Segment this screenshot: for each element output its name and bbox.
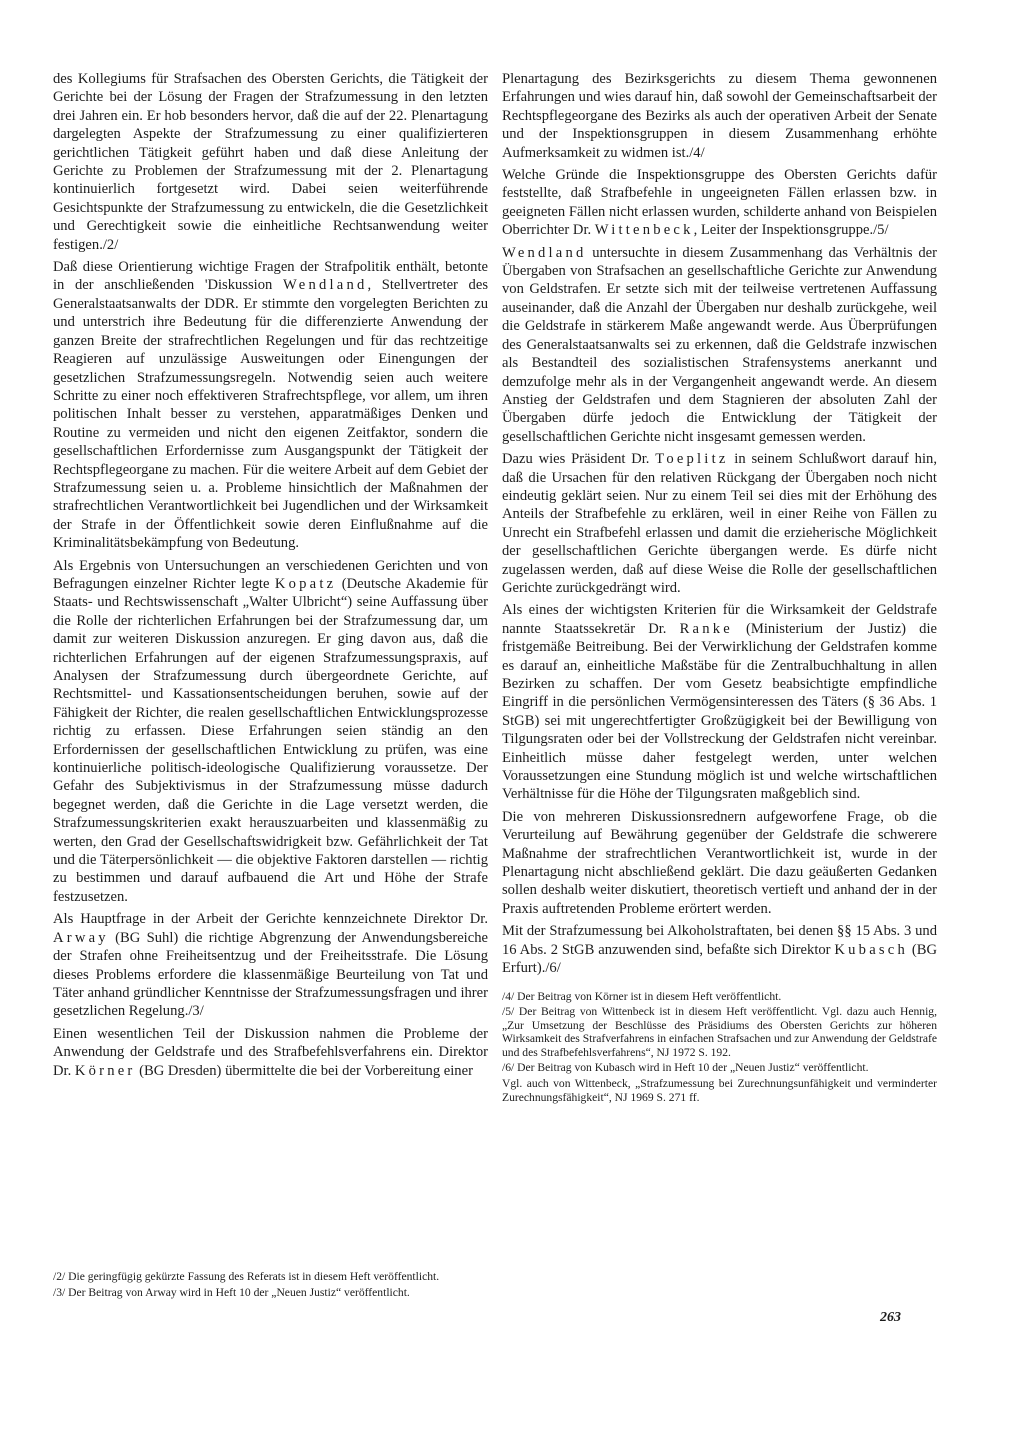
paragraph [53, 70, 488, 254]
paragraph [53, 557, 488, 907]
left-body [53, 70, 488, 1080]
right-body [502, 70, 937, 978]
text-run: Als Hauptfrage in der Arbeit der Gerichte kennzeichnete Direktor Dr. [53, 911, 488, 928]
left-column [53, 70, 489, 1299]
text-run: Als Ergebnis von Untersuchungen an verschiedenen Gerichten und von Befragungen einzelner Richter legte [53, 557, 488, 592]
paragraph [502, 244, 937, 446]
spaced-name: Wendland [282, 277, 368, 294]
spaced-name: Wittenbeck [594, 222, 694, 239]
text-run: Daß diese Orientierung wichtige Fragen der Strafpolitik enthält, betonte in der anschließenden 'Diskussion [53, 259, 488, 294]
spaced-name: Körner [74, 1062, 136, 1079]
text-run: untersuchte in diesem Zusammenhang das Verhältnis der Übergaben von Strafsachen an gesellschaftliche Gerichte zur Anwendung von Geldstrafen. Er setzte sich mit der teilweise vertretenen Auffassung auseinander, daß die Anzahl der Übergaben nur deshalb zurückgehe, weil die Geldstrafe in stärkerem Maße angewandt werde. Aus Überprüfungen des Generalstaatsanwalts sei zu erkennen, daß die Geldstrafe inzwischen als Bestandteil des sozialistischen Strafensystems anerkannt und demzufolge mehr als in der Vergangenheit angewandt werde. An diesem Anstieg der Geldstrafen und dem Stagnieren der absoluten Zahl der Übergaben dürfe jedoch die Entwicklung der Tätigkeit der gesellschaftlichen Gerichte nicht insgesamt gemessen werden. [502, 244, 937, 445]
spaced-name: Ranke [679, 620, 733, 637]
footnote: /3/ Der Beitrag von Arway wird in Heft 10 der „Neuen Justiz“ veröffentlicht. [53, 1285, 410, 1299]
text-run: Die von mehreren Diskussionsrednern aufgeworfene Frage, ob die Verurteilung auf Bewährung gegenüber der Geldstrafe die schwerere Maßnahme der strafrechtlichen Verantwortlichkeit ist, wurde in der Plenartagung nicht abschließend geklärt. Die dazu geäußerten Gedanken sollen deshalb weiter diskutiert, theoretisch vertieft und anhand der in der Praxis auftretenden Probleme erörtert werden. [502, 808, 937, 917]
spaced-name: Arway [53, 929, 109, 946]
footnote: Vgl. auch von Wittenbeck, „Strafzumessung bei Zurechnungsunfähigkeit und verminderter Zurechnungsfähigkeit“, NJ 1969 S. 271 ff. [502, 1077, 937, 1104]
spaced-name: Wendland [502, 244, 587, 261]
text-run: des Kollegiums für Strafsachen des Obersten Gerichts, die Tätigkeit der Gerichte bei der Lösung der Fragen der Strafzumessung in den letzten drei Jahren ein. Er hob besonders hervor, daß die auf der 22. Plenartagung dargelegten Aspekte der Strafzumessung zu einer qualifizierteren gerichtlichen Tätigkeit geführt haben und daß diese Anleitung der Gerichte zu Problemen der Strafzumessung mit der 2. Plenartagung kontinuierlich fortgesetzt wird. Dabei seien weiterführende Gesichtspunkte der Strafzumessung zu entwickeln, die die Gesetzlichkeit und Gerechtigkeit sowie die einheitliche Rechtsanwendung weiter festigen./2/ [53, 71, 488, 253]
text-run: (Deutsche Akademie für Staats- und Rechtswissenschaft „Walter Ulbricht“) seine Auffassung über die Rolle der richterlichen Erfahrungen bei der Strafzumessung dar, um damit zur weiteren Diskussion anzuregen. Er ging davon aus, daß die richterlichen Erfahrungen auf der eigenen Strafzumessungspraxis, auf Analysen der Strafzumessung durch übergeordnete Gerichte, auf Rechtsmittel- und Kassationsentscheidungen beruhen, sowie auf der Fähigkeit der Richter, die realen gesellschaftlichen Entwicklungsprozesse richtig zu erfassen. Diese Erfahrungen seien ständig an den Erfordernissen der gesellschaftlichen Entwicklung zu prüfen, was eine kontinuierliche politisch-ideologische Qualifizierung voraussetze. Der Gefahr des Subjektivismus in der Strafzumessung müsse dadurch begegnet werden, daß die Gerichte in die Lage versetzt werden, die Strafzumessungskriterien exakt herauszuarbeiten und klassenmäßig zu werten, den Grad der Gesellschaftswidrigkeit bzw. Gefährlichkeit der Tat und die Täterpersönlichkeit — die objektive Faktoren darstellen — richtig zu bestimmen und darauf aufbauend die Art und Höhe der Strafe festzusetzen. [53, 575, 488, 905]
text-run: (BG Dresden) übermittelte die bei der Vorbereitung einer [135, 1062, 473, 1079]
text-run: , Leiter der Inspektionsgruppe./5/ [693, 222, 889, 239]
text-run: Plenartagung des Bezirksgerichts zu diesem Thema gewonnenen Erfahrungen und wies darauf hin, daß sowohl der Gemeinschaftsarbeit der Rechtspflegeorgane des Bezirks als auch der operativen Arbeit der Senate und der Inspektionsgruppen in diesem Zusammenhang erhöhte Aufmerksamkeit zu widmen ist./4/ [502, 71, 937, 161]
text-run: in seinem Schlußwort darauf hin, daß die Ursachen für den relativen Rückgang der Übergaben noch nicht eindeutig geklärt seien. Nur zu einem Teil sei dies mit der Erhöhung des Anteils der Strafbefehle zu erklären, weil in einer Reihe von Fällen zu Unrecht ein Strafbefehl erlassen und damit die erzieherische Möglichkeit der gesellschaftlichen Gerichte übergangen werde. Es dürfe nicht zugelassen werden, daß auf diese Weise die Rolle der gesellschaftlichen Gerichte zurückgedrängt wird. [502, 451, 937, 596]
paragraph [53, 258, 488, 553]
paragraph [502, 70, 937, 162]
paragraph [502, 601, 937, 803]
footnote: /6/ Der Beitrag von Kubasch wird in Heft 10 der „Neuen Justiz“ veröffentlicht. [502, 1061, 869, 1075]
paragraph [53, 910, 488, 1020]
text-run: (Ministerium der Justiz) die fristgemäße Beitreibung. Bei der Verwirklichung der Geldstrafen komme es darauf an, einheitliche Maßstäbe für die Zentralbuchhaltung in allen Bezirken zu schaffen. Der vom Gesetz beabsichtigte empfindliche Eingriff in die persönlichen Vermögensinteressen des Täters (§ 36 Abs. 1 StGB) sei mit ungerechtfertigter Großzügigkeit bei der Bewilligung von Tilgungsraten oder bei der Vollstreckung der Geldstrafen nicht vereinbar. Einheitlich müsse daher festgelegt werden, unter welchen Voraussetzungen eine Stundung möglich ist und welche wirtschaftlichen Verhältnisse für die Höhe der Tilgungsraten maßgeblich sind. [502, 620, 937, 803]
right-footnotes [502, 990, 937, 1105]
text-run: Einen wesentlichen Teil der Diskussion nahmen die Probleme der Anwendung der Geldstrafe und des Strafbefehlsverfahrens ein. Direktor Dr. [53, 1025, 488, 1079]
text-run: (BG Erfurt)./6/ [502, 941, 937, 977]
paragraph [53, 1025, 488, 1080]
text-run: , Stellvertreter des Generalstaatsanwalts der DDR. Er stimmte den vorgelegten Berichten zu und unterstrich ihre Bedeutung für die differenzierte Anwendung der ganzen Breite der strafrechtlichen Regelungen und für das rechtzeitige Reagieren auf unzulässige Ausweitungen oder Einengungen der gesetzlichen Strafzumessungsregeln. Notwendig seien auch weitere Schritte zu einer noch effektiveren Strafrechtspflege, vor allem, um ihren politischen Inhalt besser zu verstehen, apparatmäßiges Denken und Routine zu vermeiden und nicht den eigenen Zeitfaktor, sondern die gesellschaftlichen Erfordernisse zum Ausgangspunkt der Tätigkeit der Rechtspflegeorgane zu machen. Für die weitere Arbeit auf dem Gebiet der Strafzumessung seien u. a. Probleme hinsichtlich der Maßnahmen der strafrechtlichen Verantwortlichkeit bei Jugendlichen und der Wirksamkeit der Strafe in der Öffentlichkeit sowie deren Einflußnahme auf die Kriminalitätsbekämpfung von Bedeutung. [53, 277, 489, 552]
paragraph [502, 922, 937, 977]
text-run: Welche Gründe die Inspektionsgruppe des Obersten Gerichts dafür feststellte, daß Strafbefehle in ungeeigneten Fällen erlassen bzw. in geeigneten Fällen nicht erlassen wurden, schilderte anhand von Beispielen Oberrichter Dr. [502, 167, 937, 239]
spaced-name: Kopatz [274, 575, 337, 592]
paragraph [502, 808, 937, 918]
footnote: /4/ Der Beitrag von Körner ist in diesem Heft veröffentlicht. [502, 989, 782, 1003]
page-number: 263 [880, 1310, 901, 1325]
spaced-name: Kubasch [834, 941, 908, 958]
footnote: /5/ Der Beitrag von Wittenbeck ist in diesem Heft veröffentlicht. Vgl. dazu auch Hennig, „Zur Umsetzung der Beschlüsse des Präsidiums des Obersten Gerichts zur höheren Wirksamkeit des Strafverfahrens in einfachen Strafsachen und zur Anwendung der Geldstrafe und des Strafbefehlsverfahrens“, NJ 1972 S. 192. [502, 1005, 937, 1059]
text-run: (BG Suhl) die richtige Abgrenzung der Anwendungsbereiche der Strafen ohne Freiheitsentzug und der Freiheitsstrafe. Die Lösung dieses Problems erfordere die klassenmäßige Beurteilung von Tat und Täter anhand gründlicher Kenntnisse der Strafzumessungsfragen und ihrer gesetzlichen Regelung./3/ [53, 929, 488, 1020]
text-run: Dazu wies Präsident Dr. [502, 451, 656, 468]
text-run: Mit der Strafzumessung bei Alkoholstraftaten, bei denen §§ 15 Abs. 3 und 16 Abs. 2 StGB anzuwenden sind, befaßte sich Direktor [502, 923, 937, 958]
left-footnotes [53, 1270, 488, 1301]
text-run: Als eines der wichtigsten Kriterien für die Wirksamkeit der Geldstrafe nannte Staatssekretär Dr. [502, 602, 937, 637]
footnote: /2/ Die geringfügig gekürzte Fassung des Referats ist in diesem Heft veröffentlicht. [53, 1270, 440, 1283]
right-column [502, 70, 937, 1106]
spaced-name: Toeplitz [655, 451, 729, 468]
paragraph [502, 166, 937, 240]
paragraph [502, 450, 937, 597]
